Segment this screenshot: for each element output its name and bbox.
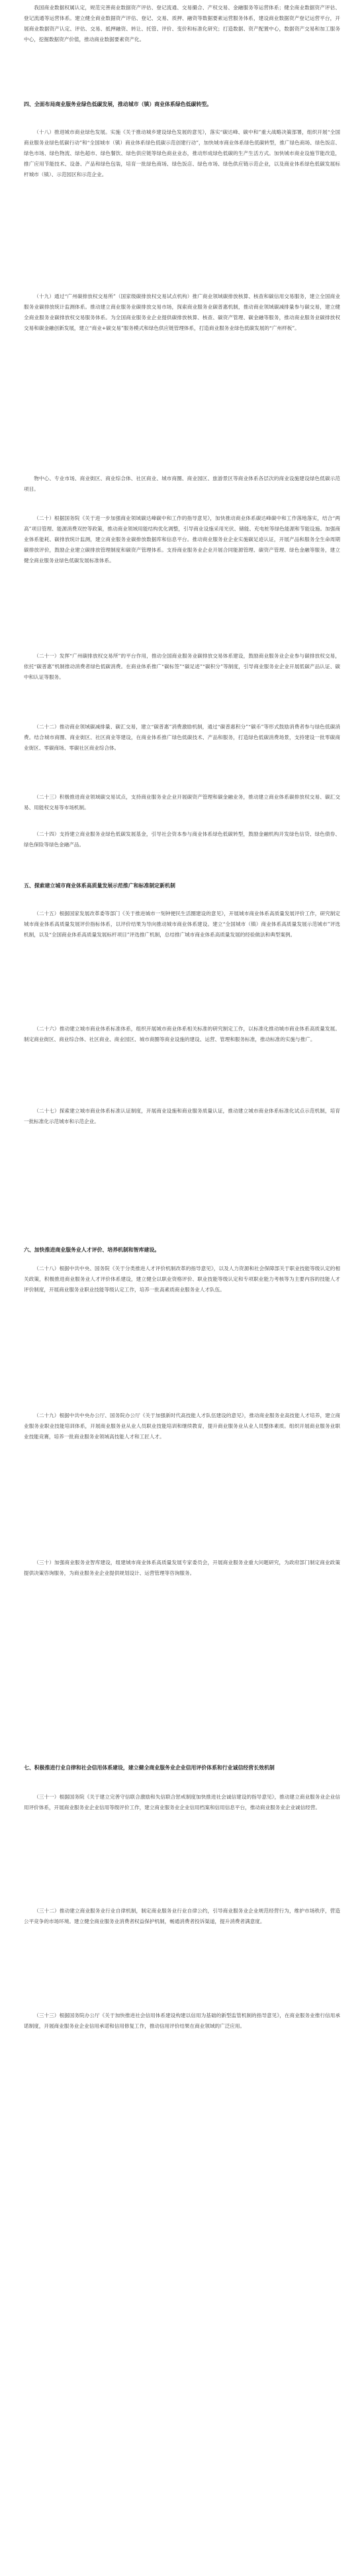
paragraph-text: （二十九）根据中共中央办公厅、国务院办公厅《关于加强新时代高技能人才队伍建设的意见》，推动商业服务业高技能人才培养，建立商业服务业职业技能培训体系，开展商业服务业从业人员职业技能培训和继续教育，提升商业服务业从业人员整体素质。组织开展商业服务业职业技能竞赛，培养一批商业服务业领域高技能人才和工匠人才。 bbox=[24, 1412, 340, 1440]
heading-text: 七、积极推进行业自律和社会信用体系建设，建立健全商业服务业企业信用评价体系和行业诚信经营长效机制 bbox=[24, 1765, 275, 1771]
paragraph bbox=[24, 3, 340, 81]
paragraph-text: （二十七）探索建立城市商业体系标准认证制度，开展商业设施和商业服务质量认证，推动建立城市商业体系标准化试点示范机制，培育一批标准化示范城市和示范企业。 bbox=[24, 1108, 340, 1124]
paragraph-text: （十八）推进城市商业绿色发展。实施《关于推动城乡建设绿色发展的意见》，落实“碳达峰、碳中和”重大战略决策部署，组织开展“全国商业服务业绿色低碳行动”和“全国城市（镇）商业体系绿色低碳示范创建行动”，加快城市商业体系绿色低碳转型，推广绿色商场、绿色饭店、绿色市场、绿色物流、绿色超市、绿色餐饮、绿色供应链等绿色商业业态，推动形成绿色低碳的生产生活方式。加快城市商业设施节能改造，推广应用节能技术、设备、产品和绿色包装，培育一批绿色商场、绿色饭店、绿色市场、绿色供应链示范企业，以及商业体系绿色低碳发展标杆城市（镇）、示范园区和示范企业。 bbox=[24, 129, 340, 177]
paragraph bbox=[24, 1906, 340, 2005]
paragraph bbox=[24, 127, 340, 286]
paragraph-text: （二十八）根据中共中央、国务院《关于分类推进人才评价机制改革的指导意见》，以及人力资源和社会保障部关于职业技能等级认定的相关政策，积极推进商业服务业人才评价体系建设，建立健全以职业资格评价、职业技能等级认定和专项职业能力考核等为主要内容的技能人才评价制度，开展商业服务业职业技能等级认定工作，培养一批高素质商业服务业人才队伍。 bbox=[24, 1265, 340, 1293]
paragraph bbox=[24, 829, 340, 861]
paragraph bbox=[24, 1106, 340, 1150]
heading-text: 六、加快推进商业服务业人才评价、培养机制和智库建设。 bbox=[24, 1247, 160, 1253]
paragraph-text: （三十一）根据国务院《关于建立完善守信联合激励和失信联合惩戒制度加快推进社会诚信建设的指导意见》，推动建立商业服务业企业信用评价体系，开展商业服务业企业信用等级评价工作，建立商业服务业企业信用档案和信用信息平台，推动商业服务业企业诚信经营。 bbox=[24, 1794, 340, 1810]
paragraph-text: （二十六）推动建立城市商业体系标准体系，组织开展城市商业体系相关标准的研究制定工作，以标准化推动城市商业体系高质量发展。制定商业街区、商业综合体、社区商业、商业园区、城市商圈等商业设施的建设、运营、管理和服务标准，推动标准的实施与推广。 bbox=[24, 1026, 340, 1042]
paragraph-text: 物中心、专业市场、商业街区、商业综合体、社区商业、城市商圈、商业园区、旅游景区等商业体系各层次的商业设施建设绿色低碳示范项目。 bbox=[24, 475, 340, 492]
paragraph bbox=[24, 291, 340, 412]
paragraph bbox=[24, 473, 340, 508]
paragraph-text: （二十三）积极推进商业领域碳交易试点，支持商业服务业企业开展碳资产管理和碳金融业务，推动建立商业体系碳排放权交易、碳汇交易、用能权交易等市场机制。 bbox=[24, 794, 340, 811]
paragraph bbox=[24, 722, 340, 787]
paragraph bbox=[24, 1792, 340, 1901]
paragraph bbox=[24, 909, 340, 1018]
paragraph-text: （三十三）根据国务院办公厅《关于加快推进社会信用体系建设构建以信用为基础的新型监管机制的指导意见》，在商业服务业推行信用承诺制度，开展商业服务业企业信用承诺和信用修复工作，推动信用评价结果在商业领域的广泛应用。 bbox=[24, 2012, 340, 2029]
paragraph bbox=[24, 2010, 340, 2077]
paragraph-text: （二十）根据国务院《关于进一步加强商业领域碳达峰碳中和工作的指导意见》，加快推动商业体系碳达峰碳中和工作落地落实，结合“两高”项目管理、能源消费双控等政策，推动商业领域用能结构优化调整，引导商业设施采用光伏、储能、充电桩等绿色能源和节能设施。加强商业体系能耗、碳排放统计监测，建立商业服务业碳排放数据库和信息平台。推动商业服务业企业实施碳足迹认证，开展产品和服务全生命周期碳排放评价，鼓励企业建立碳排放管理制度和碳资产管理体系。支持商业服务业企业开展合同能源管理、碳资产管理、绿色金融等服务，建立健全商业服务业绿色低碳发展标准体系。 bbox=[24, 515, 340, 564]
heading-text: 五、探索建立城市商业体系高质量发展示范推广和标准制定新机制 bbox=[24, 883, 175, 889]
paragraph-text: （二十一）发挥“广州碳排放权交易所”的平台作用，推动全国商业服务业碳排放交易体系建设，鼓励商业服务业企业参与碳排放权交易，依托“碳普惠”机制推动消费者绿色低碳消费。在商业体系推广“碳标签”“碳足迹”“碳积分”等制度，引导商业服务业企业开展低碳产品认证、碳中和认证等服务。 bbox=[24, 653, 340, 680]
section-heading bbox=[24, 1763, 340, 1785]
paragraph-text: 我国商业数据权属认定，规范完善商业数据资产评估、登记流通、交易撮合、产权交易、金融服务等运营体系；健全商业数据资产评估、登记流通等运营体系。建立健全商业数据资产评估、登记、交易、质押、融资等数据要素运营服务体系，建设商业数据资产登记运营平台，开展商业数据资产认定、评估、交易、抵押融资、转让、托管、评价、变价和标准化研究；打造数据、资产配置中心，数据资产交易和加工服务中心，挖掘数据资产价值，推动商业数据要素资产化。 bbox=[24, 5, 340, 42]
paragraph-text: （三十二）推动建立商业服务业行业自律机制，制定商业服务业行业自律公约，引导商业服务业企业规范经营行为，维护市场秩序，营造公平竞争的市场环境。建立健全商业服务业消费者权益保护机制，畅通消费者投诉渠道，提升消费者满意度。 bbox=[24, 1908, 340, 1924]
paragraph bbox=[24, 1263, 340, 1405]
paragraph bbox=[24, 651, 340, 716]
section-heading bbox=[24, 1245, 340, 1257]
paragraph bbox=[24, 792, 340, 824]
paragraph-text: （三十）加强商业服务业智库建设，组建城市商业体系高质量发展专家委员会，开展商业服务业重大问题研究，为政府部门制定商业政策提供决策咨询服务，为商业服务业企业提供规划设计、运营管理等咨询服务。 bbox=[24, 1560, 340, 1576]
paragraph-text: （二十四）支持建立商业服务业绿色低碳发展基金，引导社会资本参与商业体系绿色低碳转型，鼓励金融机构开发绿色信贷、绿色债券、绿色保险等绿色金融产品。 bbox=[24, 831, 340, 848]
paragraph bbox=[24, 1024, 340, 1101]
paragraph bbox=[24, 1411, 340, 1552]
paragraph bbox=[24, 1558, 340, 1634]
paragraph-text: （二十五）根据国家发展改革委等部门《关于推进城市一刻钟便民生活圈建设的意见》，开展城市商业体系高质量发展评价工作，研究制定城市商业体系高质量发展评价指标体系，以评价结果为导向推动城市商业体系建设。建立“全国城市（镇）商业体系高质量发展示范城市”评选机制，以及“全国商业体系高质量发展标杆项目”评选推广机制，总结推广城市商业体系高质量发展的经验做法和典型案例。 bbox=[24, 911, 340, 938]
section-heading bbox=[24, 881, 340, 902]
paragraph-text: （十九）通过“广州碳排放权交易所”（国家级碳排放权交易试点机构）推广商业领域碳排放核算、核查和碳信用交易服务，建立全国商业服务业碳排放统计监测体系。推动建立商业服务业碳排放交易市场，探索商业服务业碳普惠机制，推动商业领域碳减排量参与碳交易，建立健全商业服务业碳排放权交易服务体系。为全国商业服务业企业提供碳排放核算、核查、碳资产管理、碳金融等服务，推动商业服务业碳排放权交易和碳金融创新发展，建立“商业+碳交易”服务模式和绿色供应链管理体系，打造商业服务业绿色低碳发展的“广州样板”。 bbox=[24, 293, 340, 331]
paragraph-text: （二十二）推动商业领域碳减排量、碳汇交易，建立“碳普惠”消费激励机制，通过“碳普惠积分”“碳币”等形式鼓励消费者参与绿色低碳消费。结合城市商圈、商业街区、社区商业等建设，在商业体系推广绿色低碳技术、产品和服务，打造绿色低碳消费场景，支持建设一批零碳商业街区、零碳商场、零碳社区商业综合体。 bbox=[24, 724, 340, 751]
paragraph bbox=[24, 513, 340, 646]
heading-text: 四、全面布局商业服务业绿色低碳发展，推动城市（镇）商业体系绿色低碳转型。 bbox=[24, 101, 212, 107]
section-heading bbox=[24, 99, 340, 121]
